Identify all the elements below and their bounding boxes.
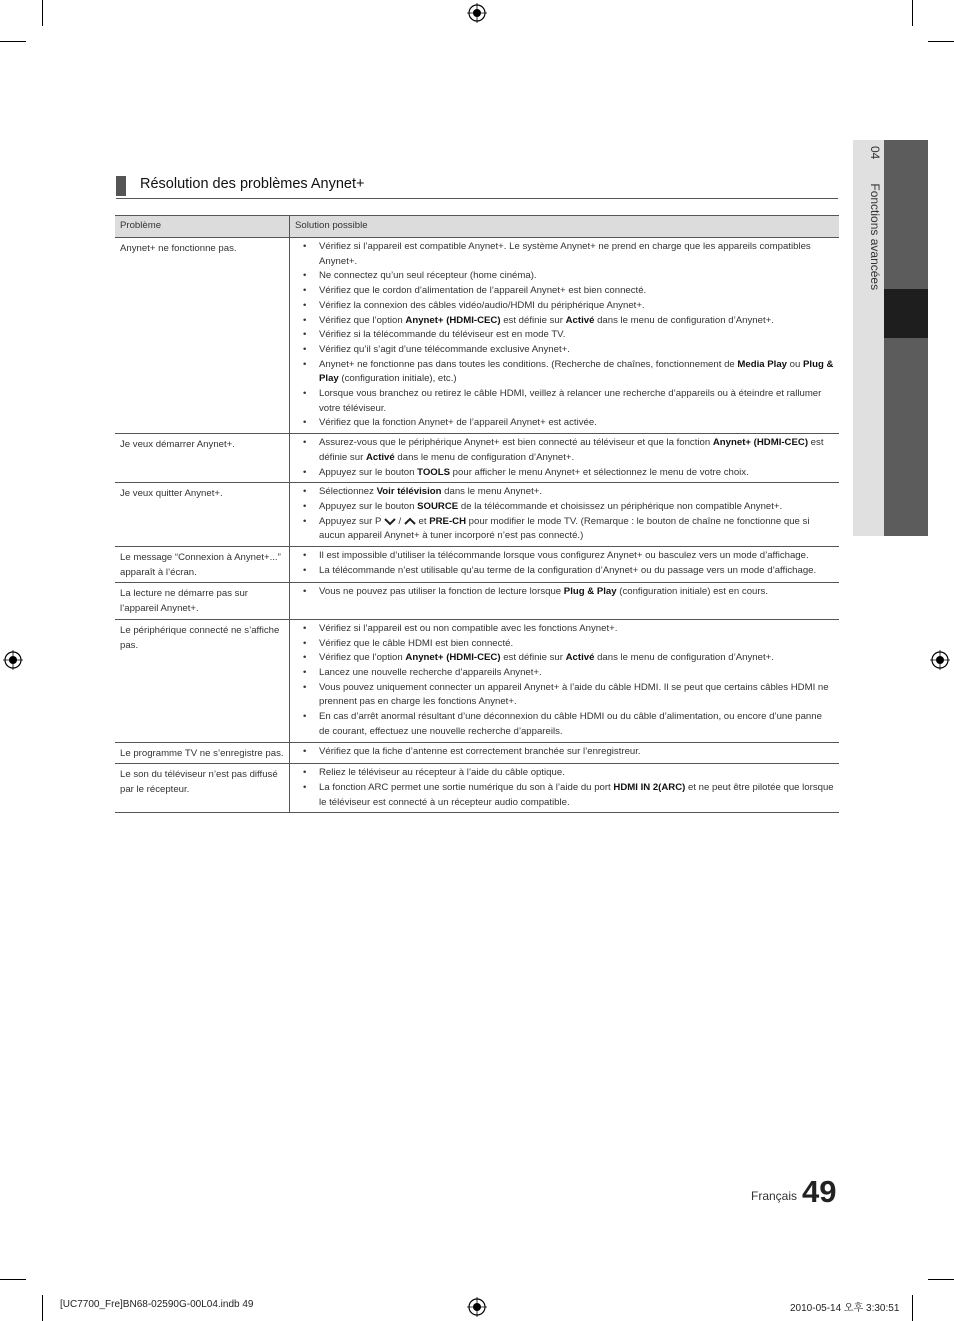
section-heading — [116, 174, 838, 199]
chapter-number: 04 — [868, 146, 882, 160]
list-item — [295, 564, 834, 579]
problem-cell: Le périphérique connecté ne s’affiche pas. — [115, 619, 290, 742]
solution-text: Reliez le téléviseur au récepteur à l’aide du câble optique. — [319, 767, 565, 779]
solution-cell — [290, 619, 840, 742]
emphasis-text: Media Play — [737, 358, 787, 370]
column-header-solution: Solution possible — [290, 216, 840, 238]
solution-text: En cas d’arrêt anormal résultant d’une déconnexion du câble HDMI ou du câble d’alimentation, ou encore d’une panne de courant, effectuez une nouvelle recherche d’appareils. — [319, 711, 822, 737]
problem-cell: Je veux quitter Anynet+. — [115, 483, 290, 547]
emphasis-text: SOURCE — [417, 500, 459, 512]
list-item — [295, 745, 834, 760]
solution-text: Appuyez sur le bouton — [319, 466, 418, 478]
list-item — [295, 585, 834, 600]
list-item — [295, 651, 834, 666]
crop-mark — [42, 1295, 43, 1321]
list-item — [295, 240, 834, 269]
table-header-row — [115, 216, 839, 238]
crop-mark — [912, 0, 913, 26]
registration-mark-icon — [930, 650, 950, 670]
solution-cell — [290, 742, 840, 764]
list-item — [295, 485, 834, 500]
solution-text: et ne peut être pilotée que lorsque le téléviseur est connecté à un récepteur audio compatible. — [319, 781, 834, 808]
table-row — [115, 483, 839, 547]
registration-mark-icon — [467, 3, 487, 23]
solution-text: et — [415, 515, 430, 527]
solution-text: Vous pouvez uniquement connecter un appareil Anynet+ à l’aide du câble HDMI. Il se peut que certains câbles HDMI ne prennent pas en charge les fonctions Anynet+. — [319, 681, 829, 708]
solution-text: est définie sur — [500, 652, 566, 664]
emphasis-text: Activé — [565, 314, 595, 326]
solution-text: Vérifiez que l’option — [319, 652, 406, 664]
solution-cell — [290, 764, 840, 813]
problem-cell: Le programme TV ne s’enregistre pas. — [115, 742, 290, 764]
list-item — [295, 416, 834, 431]
emphasis-text: Plug & Play — [319, 358, 834, 385]
print-file-info: [UC7700_Fre]BN68-02590G-00L04.indb 49 — [60, 1299, 254, 1310]
table-row — [115, 434, 839, 483]
table-body — [115, 238, 839, 813]
solution-list — [295, 766, 834, 810]
list-item — [295, 269, 834, 284]
list-item — [295, 343, 834, 358]
solution-text: pour afficher le menu Anynet+ et sélectionnez le menu de votre choix. — [450, 466, 749, 478]
solution-list — [295, 549, 834, 578]
emphasis-text: Anynet+ (HDMI-CEC) — [405, 314, 501, 326]
solution-text: dans le menu Anynet+. — [441, 486, 543, 498]
solution-text: Lancez une nouvelle recherche d’appareils Anynet+. — [319, 666, 542, 678]
solution-text: Vérifiez qu’il s’agit d’une télécommande exclusive Anynet+. — [319, 343, 570, 355]
crop-mark — [42, 0, 43, 26]
crop-mark — [0, 1279, 26, 1280]
list-item — [295, 299, 834, 314]
list-item — [295, 515, 834, 544]
solution-text: Vérifiez que la fiche d’antenne est correctement branchée sur l’enregistreur. — [319, 745, 641, 757]
solution-cell — [290, 434, 840, 483]
list-item — [295, 681, 834, 710]
list-item — [295, 549, 834, 564]
table-row — [115, 742, 839, 764]
chapter-tab-block — [884, 338, 928, 536]
solution-text: / — [395, 515, 404, 527]
solution-text: Vous ne pouvez pas utiliser la fonction de lecture lorsque — [319, 586, 564, 598]
solution-cell — [290, 583, 840, 619]
table-row — [115, 238, 839, 434]
solution-text: Vérifiez que l’option — [319, 314, 406, 326]
solution-text: Sélectionnez — [319, 486, 377, 498]
solution-text: (configuration initiale) est en cours. — [616, 586, 769, 598]
emphasis-text: Anynet+ (HDMI-CEC) — [405, 652, 501, 664]
table-row — [115, 583, 839, 619]
solution-text: Vérifiez que la fonction Anynet+ de l’appareil Anynet+ est activée. — [319, 417, 597, 429]
solution-text: Anynet+ ne fonctionne pas dans toutes les conditions. (Recherche de chaînes, fonctionnement de — [319, 358, 738, 370]
crop-mark — [0, 41, 26, 42]
solution-cell — [290, 238, 840, 434]
list-item — [295, 358, 834, 387]
solution-text: ou — [787, 358, 804, 370]
emphasis-text: Anynet+ (HDMI-CEC) — [712, 437, 809, 449]
table-row — [115, 764, 839, 813]
solution-list — [295, 622, 834, 740]
problem-cell: Je veux démarrer Anynet+. — [115, 434, 290, 483]
solution-text: (configuration initiale), etc.) — [338, 373, 457, 385]
list-item — [295, 387, 834, 416]
section-title: Résolution des problèmes Anynet+ — [140, 176, 365, 192]
solution-text: La télécommande n’est utilisable qu’au terme de la configuration d’Anynet+ ou du passage vers un mode d’affichage. — [319, 564, 817, 576]
list-item — [295, 622, 834, 637]
solution-text: Vérifiez si l’appareil est ou non compatible avec les fonctions Anynet+. — [319, 622, 618, 634]
problem-cell: Anynet+ ne fonctionne pas. — [115, 238, 290, 434]
page-number: 49 — [802, 1174, 837, 1209]
solution-text: Appuyez sur P — [319, 515, 384, 527]
print-datetime: 2010-05-14 오후 3:30:51 — [790, 1303, 900, 1314]
solution-text: Appuyez sur le bouton — [319, 500, 418, 512]
solution-text: dans le menu de configuration d’Anynet+. — [594, 314, 774, 326]
chapter-tab-label — [868, 146, 882, 290]
emphasis-text: Activé — [565, 652, 595, 664]
list-item — [295, 284, 834, 299]
list-item — [295, 666, 834, 681]
emphasis-text: Voir télévision — [376, 486, 442, 498]
solution-list — [295, 240, 834, 431]
solution-text: Ne connectez qu’un seul récepteur (home cinéma). — [319, 270, 537, 282]
column-header-problem: Problème — [115, 216, 290, 238]
solution-text: de la télécommande et choisissez un périphérique non compatible Anynet+. — [458, 500, 783, 512]
list-item — [295, 314, 834, 329]
registration-mark-icon — [467, 1297, 487, 1317]
chevron-up-icon — [404, 517, 416, 526]
section-heading-bar — [116, 176, 126, 196]
solution-text: La fonction ARC permet une sortie numérique du son à l’aide du port — [319, 781, 614, 793]
solution-list — [295, 745, 834, 760]
solution-list — [295, 485, 834, 544]
solution-text: dans le menu de configuration d’Anynet+. — [594, 652, 774, 664]
solution-text: Lorsque vous branchez ou retirez le câble HDMI, veillez à relancer une recherche d’appareils ou à éteindre et rallumer votre téléviseur. — [319, 388, 822, 414]
solution-text: Vérifiez que le câble HDMI est bien connecté. — [319, 637, 514, 649]
list-item — [295, 500, 834, 515]
list-item — [295, 466, 834, 481]
solution-text: est définie sur — [319, 437, 824, 463]
chevron-down-icon — [384, 517, 396, 526]
registration-mark-icon — [3, 650, 23, 670]
solution-text: Il est impossible d’utiliser la télécommande lorsque vous configurez Anynet+ ou basculez vers un mode d’affichage. — [319, 550, 809, 562]
list-item — [295, 781, 834, 810]
footer-language: Français — [751, 1189, 798, 1203]
chapter-tab-block — [884, 140, 928, 289]
troubleshooting-table — [115, 215, 839, 813]
solution-text: pour modifier le mode TV. (Remarque : le bouton de chaîne ne fonctionne que si aucun appareil Anynet+ à tuner incorporé n’est pas connecté.) — [319, 515, 810, 542]
crop-mark — [912, 1295, 913, 1321]
solution-text: Vérifiez que le cordon d’alimentation de l’appareil Anynet+ est bien connecté. — [319, 285, 647, 297]
solution-text: Assurez-vous que le périphérique Anynet+ est bien connecté au téléviseur et que la fonction — [319, 437, 713, 449]
crop-mark — [928, 1279, 954, 1280]
solution-text: Vérifiez si la télécommande du téléviseur est en mode TV. — [319, 329, 566, 341]
solution-text: est définie sur — [500, 314, 566, 326]
emphasis-text: TOOLS — [417, 466, 451, 478]
solution-list — [295, 585, 834, 600]
emphasis-text: Activé — [365, 451, 395, 463]
table-row — [115, 547, 839, 583]
crop-mark — [928, 41, 954, 42]
list-item — [295, 710, 834, 739]
table-row — [115, 619, 839, 742]
solution-text: Vérifiez si l’appareil est compatible Anynet+. Le système Anynet+ ne prend en charge que les appareils compatibles Anynet+. — [319, 241, 811, 267]
emphasis-text: Plug & Play — [563, 586, 617, 598]
chapter-tab-active-block — [884, 289, 928, 338]
solution-text: dans le menu de configuration d’Anynet+. — [394, 451, 575, 463]
list-item — [295, 766, 834, 781]
solution-list — [295, 436, 834, 480]
list-item — [295, 328, 834, 343]
emphasis-text: PRE-CH — [429, 515, 467, 527]
emphasis-text: HDMI IN 2(ARC) — [613, 781, 686, 793]
problem-cell: La lecture ne démarre pas sur l’appareil Anynet+. — [115, 583, 290, 619]
solution-cell — [290, 483, 840, 547]
list-item — [295, 436, 834, 465]
chapter-title: Fonctions avancées — [868, 183, 882, 291]
solution-cell — [290, 547, 840, 583]
list-item — [295, 637, 834, 652]
solution-text: Vérifiez la connexion des câbles vidéo/audio/HDMI du périphérique Anynet+. — [319, 299, 645, 311]
problem-cell: Le message “Connexion à Anynet+...” apparaît à l’écran. — [115, 547, 290, 583]
problem-cell: Le son du téléviseur n’est pas diffusé par le récepteur. — [115, 764, 290, 813]
